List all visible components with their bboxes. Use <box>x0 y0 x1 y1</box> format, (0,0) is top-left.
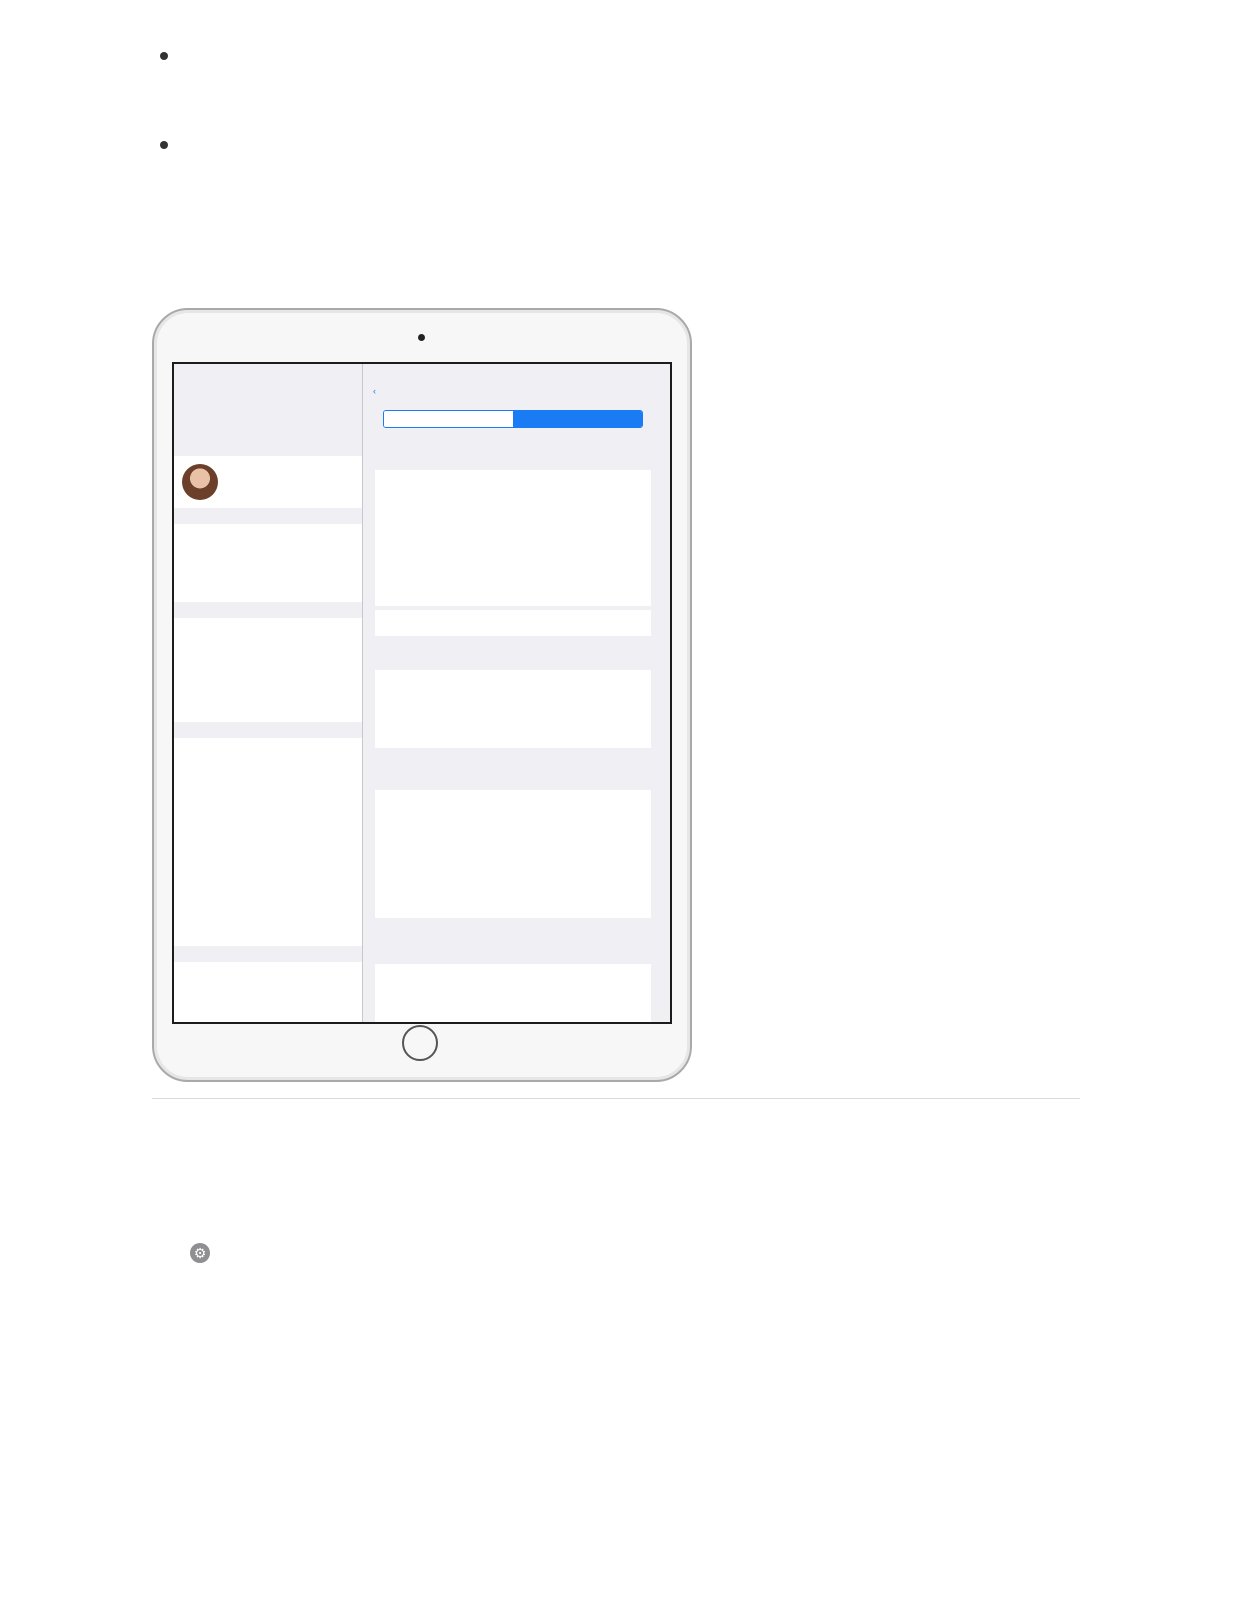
pickups-card[interactable] <box>375 964 651 1022</box>
sidebar-group-notifications <box>174 618 362 722</box>
weekly-usage-chart <box>375 510 651 582</box>
sidebar-group-connectivity <box>174 524 362 602</box>
status-bar-right <box>174 364 670 378</box>
section-divider <box>152 1098 1080 1099</box>
chevron-left-icon: ‹ <box>373 386 376 396</box>
home-button <box>402 1025 438 1061</box>
camera-icon <box>418 334 425 341</box>
avatar <box>182 464 218 500</box>
sidebar-group-stores <box>174 962 362 1022</box>
limits-card <box>375 670 651 748</box>
settings-sidebar <box>174 364 363 1022</box>
bullet-marker <box>160 52 168 60</box>
segment-today[interactable] <box>384 411 513 427</box>
most-used-card <box>375 790 651 918</box>
sidebar-group-general <box>174 738 362 946</box>
profile-card[interactable] <box>174 456 362 508</box>
step-1 <box>190 1231 210 1265</box>
ipad-screen <box>172 362 672 1024</box>
bullet-marker <box>160 141 168 149</box>
back-button[interactable] <box>373 386 376 396</box>
weekly-total-card <box>375 610 651 636</box>
usage-card[interactable] <box>375 470 651 606</box>
ipad-illustration <box>152 308 692 1082</box>
segmented-control <box>383 410 643 428</box>
segment-last-7-days[interactable] <box>513 411 642 427</box>
weekly-total-row <box>375 610 651 636</box>
settings-gear-icon: ⚙ <box>190 1243 210 1263</box>
screen-time-detail <box>363 364 670 1022</box>
